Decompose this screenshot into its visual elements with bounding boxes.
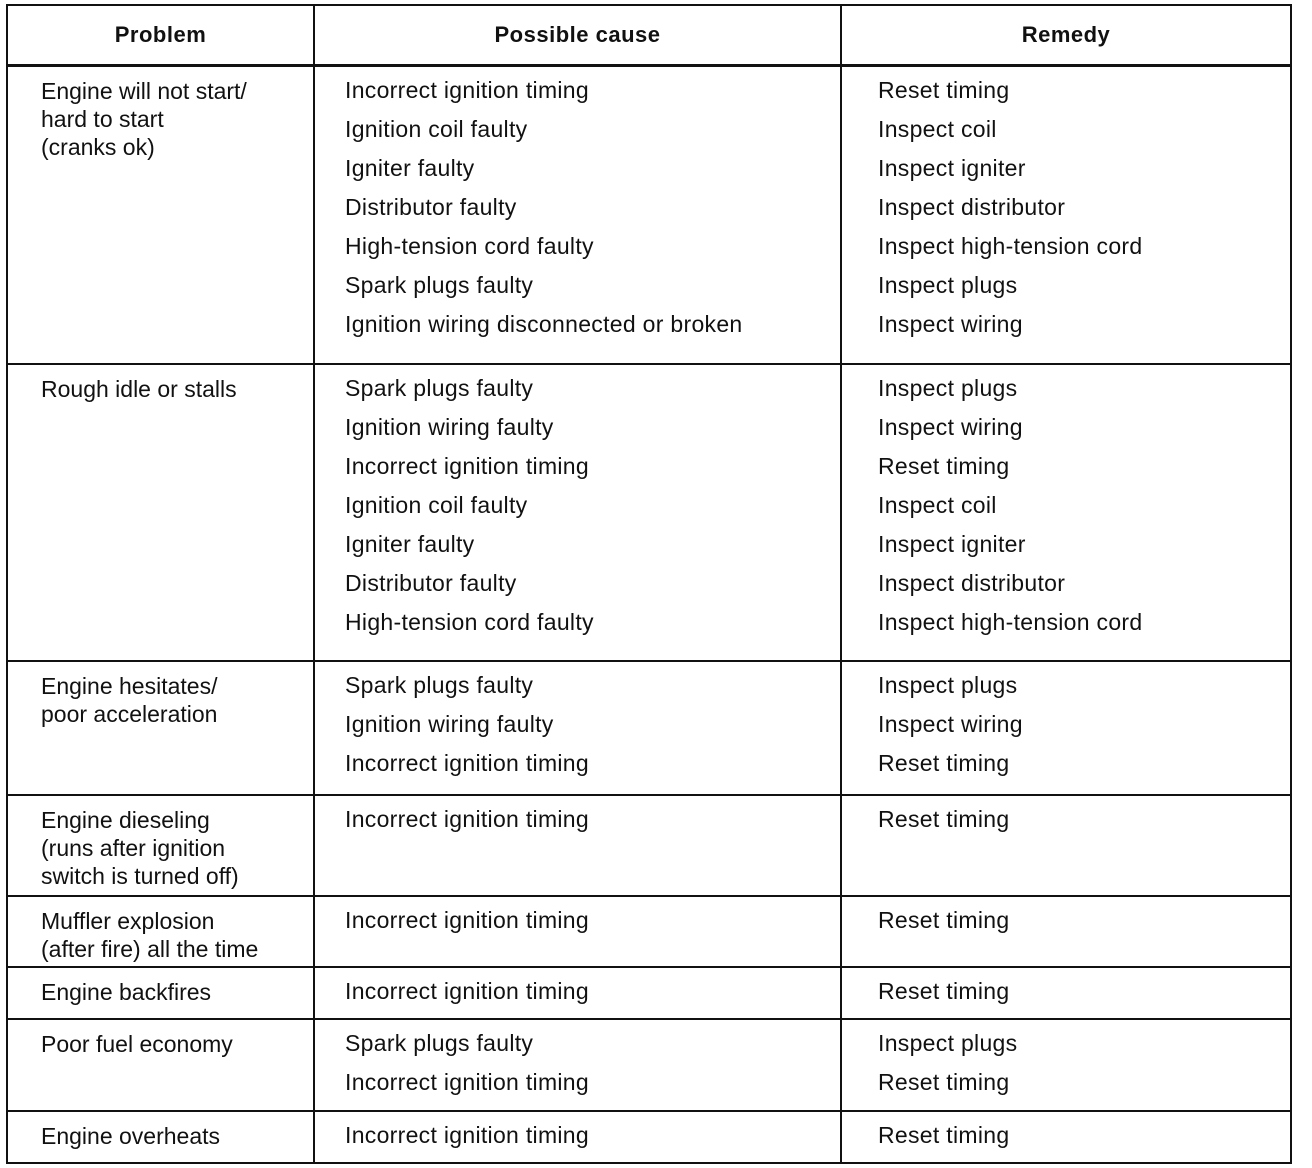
remedy-item: Inspect igniter <box>878 530 1026 557</box>
remedy-item: Inspect high-tension cord <box>878 608 1143 635</box>
cause-item: Spark plugs faulty <box>345 672 534 699</box>
problem-text: (runs after ignition <box>41 834 226 861</box>
cause-cell <box>314 795 841 896</box>
remedy-item: Inspect igniter <box>878 155 1026 181</box>
problem-cell <box>7 66 314 364</box>
remedy-item: Reset timing <box>878 750 1010 777</box>
table-row <box>7 66 1291 364</box>
problem-text: Muffler explosion <box>41 907 215 934</box>
remedy-item: Inspect wiring <box>878 711 1023 738</box>
remedy-cell <box>841 66 1291 364</box>
remedy-cell <box>841 661 1291 795</box>
remedy-item: Inspect plugs <box>878 672 1018 699</box>
cause-item: Incorrect ignition timing <box>345 805 589 832</box>
remedy-cell <box>841 1019 1291 1112</box>
remedy-item: Reset timing <box>878 906 1010 933</box>
cause-item: Distributor faulty <box>345 194 517 220</box>
problem-text: (after fire) all the time <box>41 935 259 962</box>
problem-text: switch is turned off) <box>41 862 239 889</box>
troubleshooting-table <box>6 4 1292 1164</box>
cause-item: Igniter faulty <box>345 155 475 181</box>
remedy-item: Inspect high-tension cord <box>878 233 1143 259</box>
problem-header: Problem <box>7 5 314 66</box>
remedy-item: Inspect wiring <box>878 413 1023 440</box>
cause-cell <box>314 1111 841 1163</box>
table-row <box>7 1111 1291 1163</box>
cause-cell <box>314 896 841 968</box>
cause-item: Ignition wiring faulty <box>345 413 554 440</box>
problem-cell <box>7 967 314 1019</box>
cause-item: Incorrect ignition timing <box>345 750 589 777</box>
problem-text: Engine will not start/ <box>41 78 247 104</box>
cause-item: Incorrect ignition timing <box>345 1122 589 1149</box>
problem-text: Engine dieseling <box>41 806 210 833</box>
remedy-item: Inspect wiring <box>878 311 1023 337</box>
remedy-item: Inspect plugs <box>878 374 1018 401</box>
problem-text: poor acceleration <box>41 701 218 728</box>
table-row <box>7 896 1291 968</box>
cause-item: Spark plugs faulty <box>345 374 534 401</box>
problem-cell <box>7 661 314 795</box>
cause-item: Distributor faulty <box>345 569 517 596</box>
remedy-item: Reset timing <box>878 805 1010 832</box>
problem-text: Engine hesitates/ <box>41 673 218 700</box>
remedy-item: Inspect plugs <box>878 272 1018 298</box>
header-row <box>7 5 1291 66</box>
remedy-item: Inspect coil <box>878 491 997 518</box>
table-row <box>7 1019 1291 1112</box>
remedy-item: Reset timing <box>878 77 1010 103</box>
cause-header: Possible cause <box>314 5 841 66</box>
cause-cell <box>314 967 841 1019</box>
cause-item: Ignition coil faulty <box>345 116 528 142</box>
remedy-item: Inspect coil <box>878 116 997 142</box>
problem-text: Engine overheats <box>41 1123 221 1150</box>
problem-cell <box>7 896 314 968</box>
problem-text: (cranks ok) <box>41 134 155 160</box>
problem-text: Poor fuel economy <box>41 1030 233 1057</box>
cause-item: Incorrect ignition timing <box>345 978 589 1005</box>
problem-cell <box>7 795 314 896</box>
troubleshooting-page <box>6 4 1290 1164</box>
problem-cell <box>7 364 314 662</box>
remedy-header: Remedy <box>841 5 1291 66</box>
table-row <box>7 364 1291 662</box>
remedy-item: Inspect distributor <box>878 194 1066 220</box>
remedy-cell <box>841 1111 1291 1163</box>
cause-item: High-tension cord faulty <box>345 608 594 635</box>
remedy-item: Reset timing <box>878 452 1010 479</box>
remedy-cell <box>841 967 1291 1019</box>
cause-cell <box>314 1019 841 1112</box>
problem-text: hard to start <box>41 106 164 132</box>
table-row <box>7 967 1291 1019</box>
cause-item: Incorrect ignition timing <box>345 77 589 103</box>
remedy-cell <box>841 364 1291 662</box>
cause-cell <box>314 364 841 662</box>
problem-cell <box>7 1019 314 1112</box>
cause-item: Spark plugs faulty <box>345 272 534 298</box>
remedy-item: Reset timing <box>878 978 1010 1005</box>
cause-cell <box>314 66 841 364</box>
cause-cell <box>314 661 841 795</box>
remedy-cell <box>841 795 1291 896</box>
table-row <box>7 795 1291 896</box>
cause-item: Spark plugs faulty <box>345 1029 534 1056</box>
cause-item: Incorrect ignition timing <box>345 1068 589 1095</box>
cause-item: High-tension cord faulty <box>345 233 594 259</box>
cause-item: Igniter faulty <box>345 530 475 557</box>
remedy-item: Reset timing <box>878 1122 1010 1149</box>
cause-item: Incorrect ignition timing <box>345 452 589 479</box>
table-row <box>7 661 1291 795</box>
remedy-item: Inspect distributor <box>878 569 1066 596</box>
cause-item: Ignition wiring faulty <box>345 711 554 738</box>
cause-item: Ignition coil faulty <box>345 491 528 518</box>
cause-item: Ignition wiring disconnected or broken <box>345 311 743 337</box>
problem-text: Rough idle or stalls <box>41 375 237 402</box>
problem-cell <box>7 1111 314 1163</box>
remedy-item: Reset timing <box>878 1068 1010 1095</box>
remedy-item: Inspect plugs <box>878 1029 1018 1056</box>
problem-text: Engine backfires <box>41 979 212 1006</box>
cause-item: Incorrect ignition timing <box>345 906 589 933</box>
remedy-cell <box>841 896 1291 968</box>
